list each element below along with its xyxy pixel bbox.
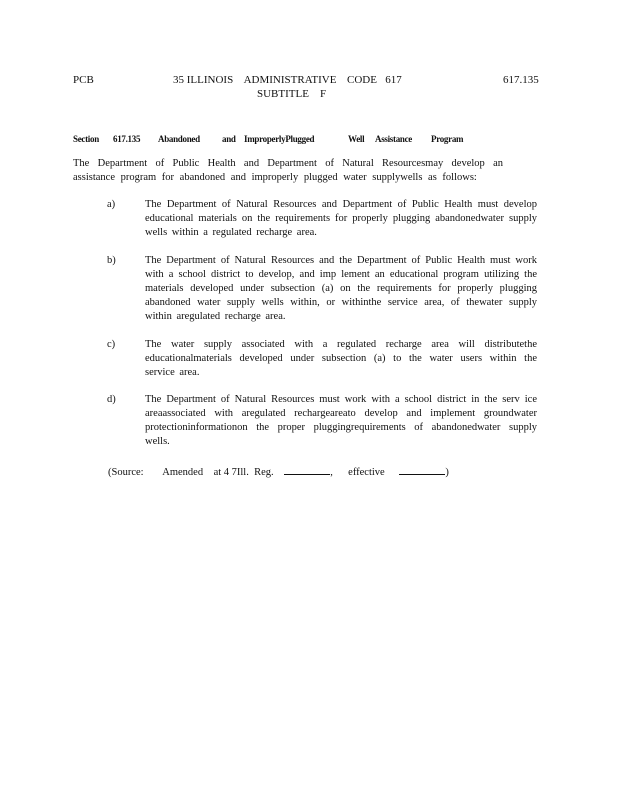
source-comma: , xyxy=(330,467,333,478)
source-amended: Amended at 4 7Ill. Reg. xyxy=(162,467,274,478)
header-title-part1: 35 ILLINOIS ADMINISTRATIVE xyxy=(173,74,337,86)
section-word: Program xyxy=(431,134,464,144)
header-right: 617.135 xyxy=(503,74,539,86)
source-close: ) xyxy=(445,467,449,478)
effective-date-blank xyxy=(399,463,445,475)
source-effective: effective xyxy=(348,467,385,478)
item-text: The water supply associated with a regulated recharge area will distributethe educationalmaterials developed under subsection (a) to the water users within the service area. xyxy=(145,339,537,378)
register-volume-blank xyxy=(284,463,330,475)
section-number: 617.135 xyxy=(113,134,141,144)
section-word: Assistance xyxy=(375,134,412,144)
section-word: Section xyxy=(73,134,99,144)
section-word: Well xyxy=(348,134,365,144)
item-label: c) xyxy=(107,339,116,350)
item-label: d) xyxy=(107,394,116,405)
source-note xyxy=(108,463,449,480)
section-word: ImproperlyPlugged xyxy=(244,134,315,144)
item-label: b) xyxy=(107,255,116,266)
header-subtitle: SUBTITLE F xyxy=(257,88,327,100)
section-word: Abandoned xyxy=(158,134,200,144)
intro-paragraph: The Department of Public Health and Department of Natural Resourcesmay develop an assistance program for abandoned and improperly plugged water supplywells as follows: xyxy=(73,158,503,183)
item-text: The Department of Natural Resources must work with a school district in the serv ice areaassociated with aregulated rechargeareato develop and implement groundwater protectioninformationon the proper pluggingrequirements of abandonedwater supply wells. xyxy=(145,394,537,447)
header-left: PCB xyxy=(73,74,94,86)
item-text: The Department of Natural Resources and the Department of Public Health must work with a school district to develop, and imp lement an educational program utilizing the materials developed under subsection (a) on the requirements for properly plugging abandoned water supply wells within, or withinthe service area, of thewater supply within aregulated recharge area. xyxy=(145,255,537,322)
section-word: and xyxy=(222,134,236,144)
item-text: The Department of Natural Resources and Department of Public Health must develop educational materials on the requirements for properly plugging abandonedwater supply wells within a regulated recharge area. xyxy=(145,199,537,238)
header-title-part2: CODE 617 xyxy=(347,74,402,86)
source-prefix: (Source: xyxy=(108,467,144,478)
item-label: a) xyxy=(107,199,116,210)
